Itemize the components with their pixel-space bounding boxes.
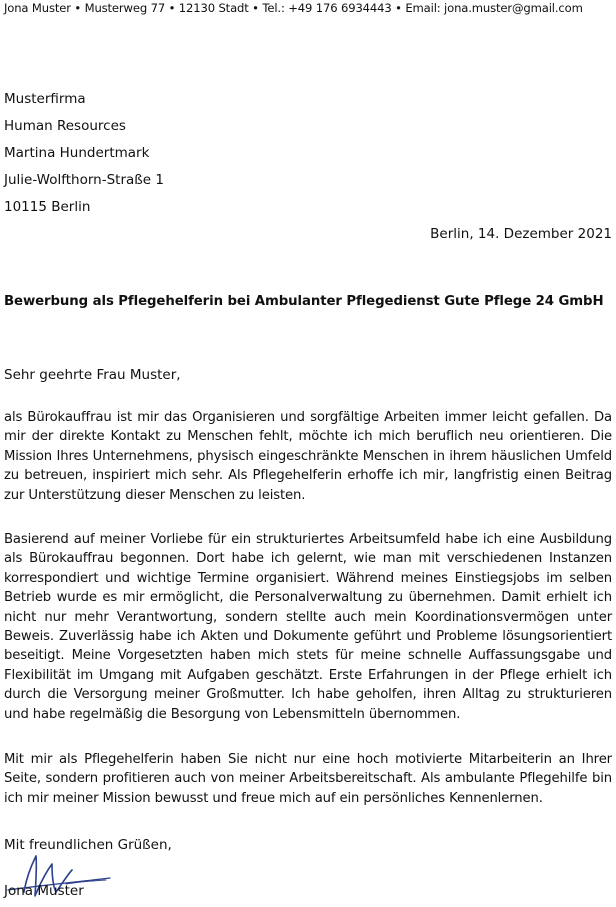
signer-name: Jona Muster bbox=[4, 883, 84, 899]
sender-header: Jona Muster • Musterweg 77 • 12130 Stadt • Tel.: +49 176 6934443 • Email: jona.muster@gmail.com bbox=[4, 1, 583, 15]
recipient-company: Musterfirma bbox=[4, 91, 86, 107]
recipient-street: Julie-Wolfthorn-Straße 1 bbox=[4, 172, 164, 188]
closing-phrase: Mit freundlichen Grüßen, bbox=[4, 837, 172, 853]
recipient-city: 10115 Berlin bbox=[4, 199, 91, 215]
recipient-department: Human Resources bbox=[4, 118, 126, 134]
body-paragraph-3: Mit mir als Pflegehelferin haben Sie nicht nur eine hoch motivierte Mitarbeiterin an Ihrer Seite, sondern profitieren auch von meiner Arbeitsbereitschaft. Als ambulante Pflegehilfe bin ich mir meiner Mission bewusst und freue mich auf ein persönliches Kennenlernen. bbox=[4, 752, 612, 806]
recipient-contact: Martina Hundertmark bbox=[4, 145, 150, 161]
body-paragraph-2: Basierend auf meiner Vorliebe für ein strukturiertes Arbeitsumfeld habe ich eine Ausbildung als Bürokauffrau begonnen. Dort habe ich gelernt, wie man mit verschiedenen Instanzen korrespondiert und wichtige Termine organisiert. Während meines Einstiegsjobs im selben Betrieb wurde es mir ermöglicht, die Personalverwaltung zu übernehmen. Damit erhielt ich nicht nur mehr Verantwortung, sondern stellte auch mein Koordinationsvermögen unter Beweis. Zuverlässig habe ich Akten und Dokumente geführt und Probleme lösungsorientiert beseitigt. Meine Vorgesetzten haben mich stets für meine schnelle Auffassungsgabe und Flexibilität im Umgang mit Aufgaben geschätzt. Erste Erfahrungen in der Pflege erhielt ich durch die Versorgung meiner Großmutter. Ich habe geholfen, ihren Alltag zu strukturieren und habe regelmäßig die Besorgung von Lebensmitteln übernommen. bbox=[4, 532, 612, 722]
body-paragraph-1: als Bürokauffrau ist mir das Organisieren und sorgfältige Arbeiten immer leicht gefallen. Da mir der direkte Kontakt zu Menschen fehlt, möchte ich mich beruflich neu orientieren. Die Mission Ihres Unternehmens, physisch eingeschränkte Menschen in ihrem häuslichen Umfeld zu betreuen, inspiriert mich sehr. Als Pflegehelferin erhoffe ich mir, langfristig einen Beitrag zur Unterstützung dieser Menschen zu leisten. bbox=[4, 410, 612, 503]
salutation: Sehr geehrte Frau Muster, bbox=[4, 367, 181, 383]
letter-date: Berlin, 14. Dezember 2021 bbox=[430, 226, 612, 242]
letter-subject: Bewerbung als Pflegehelferin bei Ambulanter Pflegedienst Gute Pflege 24 GmbH bbox=[4, 294, 604, 309]
recipient-address bbox=[4, 86, 164, 221]
